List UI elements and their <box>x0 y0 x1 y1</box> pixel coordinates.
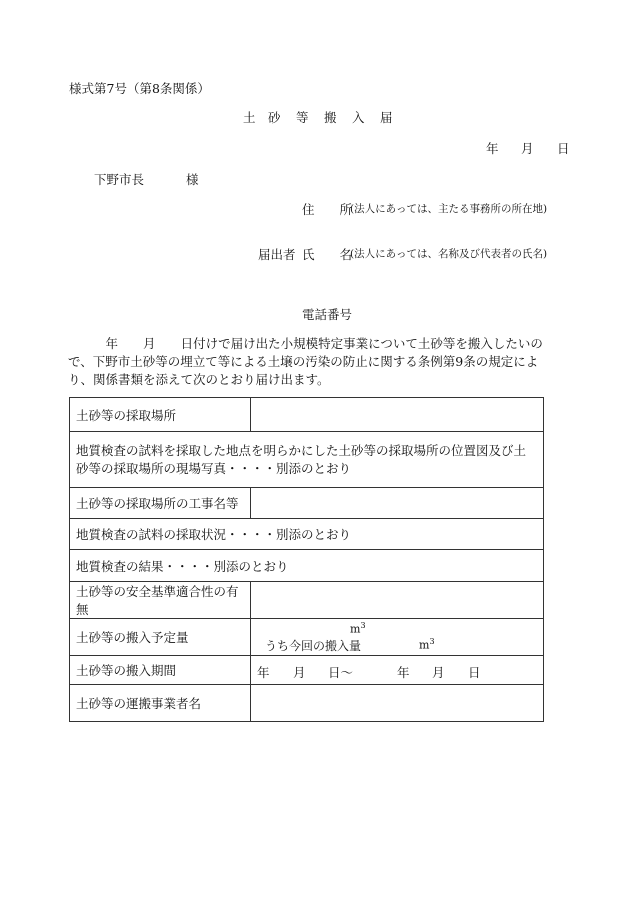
table-row <box>70 656 544 685</box>
carrier-value[interactable] <box>251 685 544 722</box>
addressee-name: 下野市長 <box>94 172 145 187</box>
sampling-row: 地質検査の試料の採取状況・・・・別添のとおり <box>70 519 544 550</box>
notification-table <box>69 397 544 722</box>
volume-this-time-label: うち今回の搬入量 <box>265 639 362 653</box>
intro-paragraph <box>68 335 544 389</box>
period-month: 月 <box>293 665 306 680</box>
period-year-2: 年 <box>397 665 410 680</box>
phone-label: 電話番号 <box>302 307 353 322</box>
site-value[interactable] <box>251 398 544 432</box>
date-day: 日 <box>557 141 570 156</box>
volume-value[interactable] <box>251 619 544 656</box>
table-row <box>70 488 544 519</box>
table-row <box>70 519 544 550</box>
address-label: 住 所 <box>302 202 353 217</box>
table-row <box>70 685 544 722</box>
title-char: 届 <box>380 110 393 125</box>
addressee-honorific: 様 <box>186 172 199 187</box>
table-row <box>70 619 544 656</box>
period-day-2: 日 <box>468 665 481 680</box>
period-year: 年 <box>257 665 270 680</box>
intro-month: 月 <box>143 336 156 351</box>
work-name-label: 土砂等の採取場所の工事名等 <box>70 488 251 519</box>
volume-unit-total: $m^3$ <box>350 621 366 636</box>
table-row <box>70 550 544 582</box>
address-note: (法人にあっては、主たる事務所の所在地) <box>350 203 548 215</box>
volume-label: 土砂等の搬入予定量 <box>70 619 251 656</box>
period-label: 土砂等の搬入期間 <box>70 656 251 685</box>
period-day-from: 日〜 <box>328 665 354 680</box>
title-char: 搬 <box>324 110 337 125</box>
title-char: 土 <box>243 110 256 125</box>
carrier-label: 土砂等の運搬事業者名 <box>70 685 251 722</box>
intro-text: 日付けで届け出た小規模特定事業について土砂等を搬入したいので、下野市土砂等の埋立て等による土壌の汚染の防止に関する条例第9条の規定により、関係書類を添えて次のとおり届け出ます。 <box>68 336 543 387</box>
table-row <box>70 398 544 432</box>
safety-label: 土砂等の安全基準適合性の有無 <box>70 582 251 619</box>
date-month: 月 <box>521 141 534 156</box>
form-number: 様式第7号（第8条関係） <box>69 81 210 96</box>
site-label: 土砂等の採取場所 <box>70 398 251 432</box>
map-photo-row: 地質検査の試料を採取した地点を明らかにした土砂等の採取場所の位置図及び土砂等の採取場所の現場写真・・・・別添のとおり <box>70 432 544 488</box>
period-value[interactable] <box>251 656 544 685</box>
work-name-value[interactable] <box>251 488 544 519</box>
volume-unit-this-time: $m^3$ <box>419 637 435 652</box>
result-row: 地質検査の結果・・・・別添のとおり <box>70 550 544 582</box>
name-note: (法人にあっては、名称及び代表者の氏名) <box>350 248 548 260</box>
period-month-2: 月 <box>432 665 445 680</box>
table-row <box>70 582 544 619</box>
intro-year: 年 <box>105 336 119 351</box>
safety-value[interactable] <box>251 582 544 619</box>
title-char: 入 <box>352 110 365 125</box>
name-label: 氏 名 <box>302 247 353 262</box>
title-char: 砂 <box>268 110 281 125</box>
title-char: 等 <box>296 110 309 125</box>
table-row <box>70 432 544 488</box>
date-year: 年 <box>486 141 499 156</box>
submitter-label: 届出者 <box>258 247 296 262</box>
